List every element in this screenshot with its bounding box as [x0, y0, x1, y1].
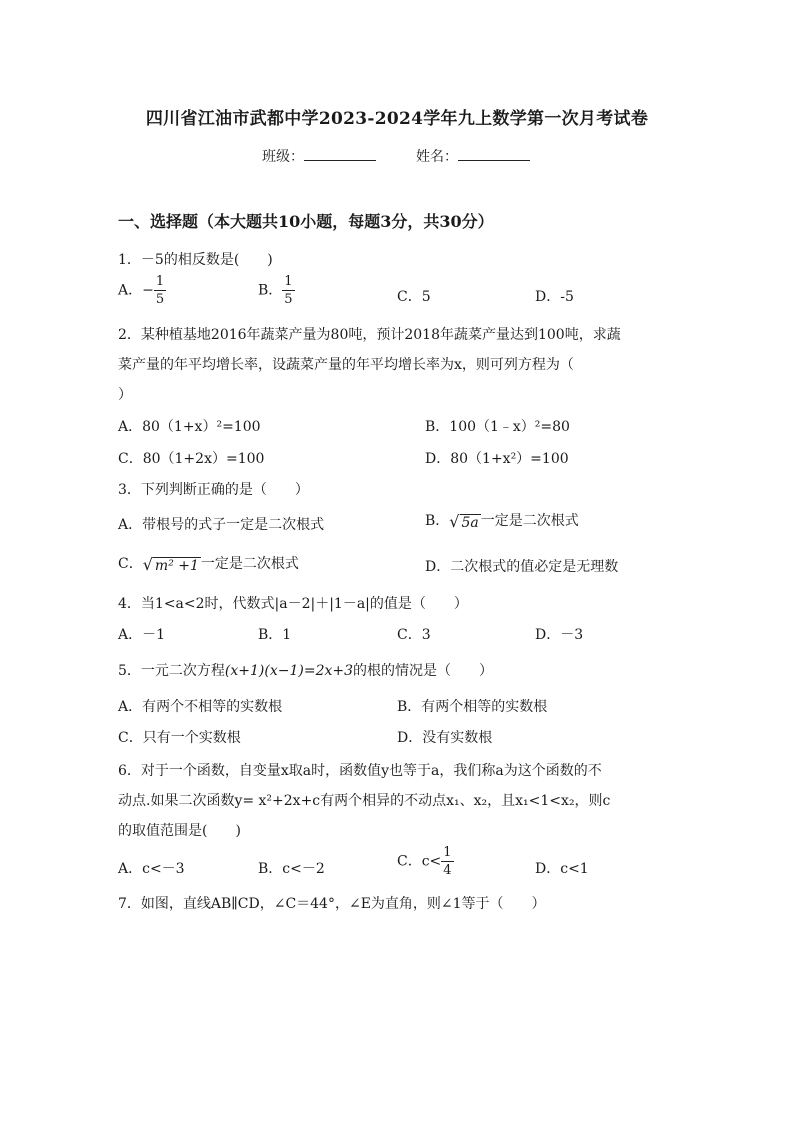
q5-option-d: D．没有实数根: [397, 730, 493, 746]
q5-stem: 5．一元二次方程(x+1)(x−1)=2x+3的根的情况是（ ）: [118, 663, 494, 679]
q1-stem: 1．－5的相反数是( ): [118, 252, 273, 268]
q2-stem-line1: 2．某种植基地2016年蔬菜产量为80吨，预计2018年蔬菜产量达到100吨，求蔬: [118, 327, 621, 343]
q5-equation: (x+1)(x−1)=2x+3: [224, 663, 354, 679]
q6-stem-line2: 动点.如果二次函数y= x²+2x+c有两个相异的不动点x₁、x₂，且x₁<1<x₂，则c: [118, 793, 611, 809]
q2-stem-line2: 菜产量的年平均增长率，设蔬菜产量的年平均增长率为x，则可列方程为（: [118, 357, 574, 373]
q1-option-c: C．5: [397, 289, 431, 305]
q3-option-d: D．二次根式的值必定是无理数: [425, 559, 619, 575]
q1-option-b: B． $\frac{1}{5}$: [258, 274, 293, 307]
section-heading: 一、选择题（本大题共10小题，每题3分，共30分）: [118, 212, 494, 231]
student-info-bar: [262, 146, 530, 166]
q3-stem: 3．下列判断正确的是（ ）: [118, 482, 309, 498]
q4-option-c: C．3: [397, 627, 431, 643]
q5-option-a: A．有两个不相等的实数根: [118, 699, 283, 715]
name-label: 姓名：: [416, 149, 458, 165]
q7-stem: 7．如图，直线AB∥CD，∠C＝44°，∠E为直角，则∠1等于（ ）: [118, 896, 546, 912]
q6-stem-line3: 的取值范围是( ): [118, 823, 241, 839]
page-title: 四川省江油市武都中学2023-2024学年九上数学第一次月考试卷: [145, 109, 649, 129]
q6-option-c: C．c< $\frac{1}{4}$: [397, 845, 452, 878]
q4-option-b: B．1: [258, 627, 292, 643]
q2-option-a: A．80（1+x）²=100: [118, 419, 261, 435]
q6-option-b: B．c<－2: [258, 861, 325, 877]
q3-option-c: C．√ m² +1 一定是二次根式: [118, 554, 299, 574]
q2-stem-line3: ）: [118, 387, 132, 403]
q1-option-d: D．-5: [535, 289, 574, 305]
class-label: 班级：: [262, 149, 304, 165]
class-blank[interactable]: [304, 146, 376, 161]
q4-option-a: A．－1: [118, 627, 166, 643]
q2-option-c: C．80（1+2x）=100: [118, 451, 265, 467]
q3-option-a: A．带根号的式子一定是二次根式: [118, 517, 325, 533]
name-blank[interactable]: [458, 146, 530, 161]
q6-option-a: A．c<－3: [118, 861, 185, 877]
q3-option-b: B．√ 5a 一定是二次根式: [425, 511, 579, 531]
q4-option-d: D．－3: [535, 627, 584, 643]
q5-option-c: C．只有一个实数根: [118, 730, 241, 746]
q2-option-b: B．100（1﹣x）²=80: [425, 419, 570, 435]
q6-stem-line1: 6．对于一个函数，自变量x取a时，函数值y也等于a，我们称a为这个函数的不: [118, 763, 602, 779]
q6-option-d: D．c<1: [535, 861, 589, 877]
q1-option-a: A．− $\frac{1}{5}$: [118, 274, 165, 307]
q5-option-b: B．有两个相等的实数根: [397, 699, 548, 715]
q2-option-d: D．80（1+x²）=100: [425, 451, 569, 467]
q4-stem: 4．当1<a<2时，代数式|a－2|＋|1－a|的值是（ ）: [118, 596, 468, 612]
